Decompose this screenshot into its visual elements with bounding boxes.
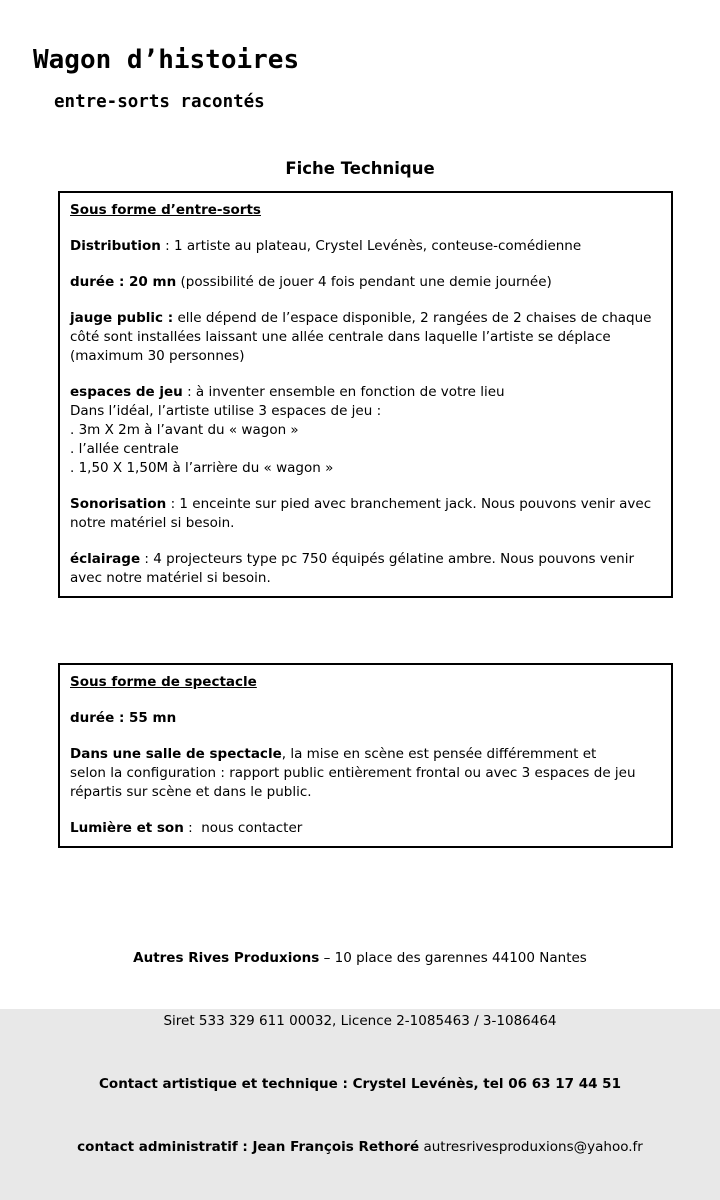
footer-admin-contact-email: autresrivesproduxions@yahoo.fr xyxy=(419,1139,643,1155)
eclairage-text: : 4 projecteurs type pc 750 équipés gélatine ambre. Nous pouvons venir avec notre matériel si besoin. xyxy=(70,551,639,586)
entre-sorts-heading: Sous forme d’entre-sorts xyxy=(70,202,261,218)
espaces-line-allee: . l’allée centrale xyxy=(70,441,179,457)
duree-paragraph xyxy=(70,273,661,292)
eclairage-paragraph xyxy=(70,550,661,588)
section-spectacle-box xyxy=(58,663,673,848)
salle-line2: selon la configuration : rapport public entièrement frontal ou avec 3 espaces de jeu xyxy=(70,765,636,781)
sonorisation-text: : 1 enceinte sur pied avec branchement jack. Nous pouvons venir avec notre matériel si besoin. xyxy=(70,496,656,531)
lumiere-label: Lumière et son xyxy=(70,820,184,836)
footer-company-name: Autres Rives Produxions xyxy=(133,950,320,966)
footer-company-line xyxy=(0,948,720,969)
espaces-de-jeu-text: : à inventer ensemble en fonction de votre lieu xyxy=(182,384,505,400)
footer-company-address: – 10 place des garennes 44100 Nantes xyxy=(319,950,587,966)
page-subtitle: entre-sorts racontés xyxy=(54,91,265,112)
page-title: Wagon d’histoires xyxy=(33,45,300,76)
spectacle-duree-paragraph: durée : 55 mn xyxy=(70,710,177,726)
footer-artistic-contact-line: Contact artistique et technique : Crystel Levénès, tel 06 63 17 44 51 xyxy=(99,1076,621,1092)
espaces-line-arriere: . 1,50 X 1,50M à l’arrière du « wagon » xyxy=(70,460,334,476)
section-entre-sorts-box xyxy=(58,191,673,598)
salle-line1-rest: , la mise en scène est pensée différemment et xyxy=(281,746,597,762)
duree-text: (possibilité de jouer 4 fois pendant une demie journée) xyxy=(176,274,552,290)
espaces-de-jeu-label: espaces de jeu xyxy=(70,384,183,400)
lumiere-text: : nous contacter xyxy=(183,820,303,836)
distribution-paragraph xyxy=(70,237,661,256)
jauge-public-paragraph xyxy=(70,309,661,366)
duree-label: durée : 20 mn xyxy=(70,274,177,290)
lumiere-paragraph xyxy=(70,819,661,838)
footer-admin-contact-line xyxy=(0,1137,720,1158)
sonorisation-paragraph xyxy=(70,495,661,533)
eclairage-label: éclairage xyxy=(70,551,141,567)
doc-heading: Fiche Technique xyxy=(285,158,435,178)
jauge-public-text: elle dépend de l’espace disponible, 2 rangées de 2 chaises de chaque côté sont installées laissant une allée centrale dans laquelle l’artiste se déplace (maximum 30 personnes) xyxy=(70,310,656,364)
spectacle-heading: Sous forme de spectacle xyxy=(70,674,257,690)
sonorisation-label: Sonorisation xyxy=(70,496,167,512)
espaces-line-intro: Dans l’idéal, l’artiste utilise 3 espaces de jeu : xyxy=(70,403,382,419)
espaces-de-jeu-paragraph xyxy=(70,383,661,478)
distribution-text: : 1 artiste au plateau, Crystel Levénès, conteuse-comédienne xyxy=(160,238,582,254)
espaces-line-avant: . 3m X 2m à l’avant du « wagon » xyxy=(70,422,299,438)
footer-admin-contact-name: contact administratif : Jean François Rethoré xyxy=(77,1139,420,1155)
jauge-public-label: jauge public : xyxy=(70,310,174,326)
footer xyxy=(0,906,720,1200)
salle-paragraph xyxy=(70,745,661,802)
footer-siret-line: Siret 533 329 611 00032, Licence 2-1085463 / 3-1086464 xyxy=(163,1013,557,1029)
salle-line3: répartis sur scène et dans le public. xyxy=(70,784,312,800)
distribution-label: Distribution xyxy=(70,238,161,254)
salle-label: Dans une salle de spectacle xyxy=(70,746,282,762)
